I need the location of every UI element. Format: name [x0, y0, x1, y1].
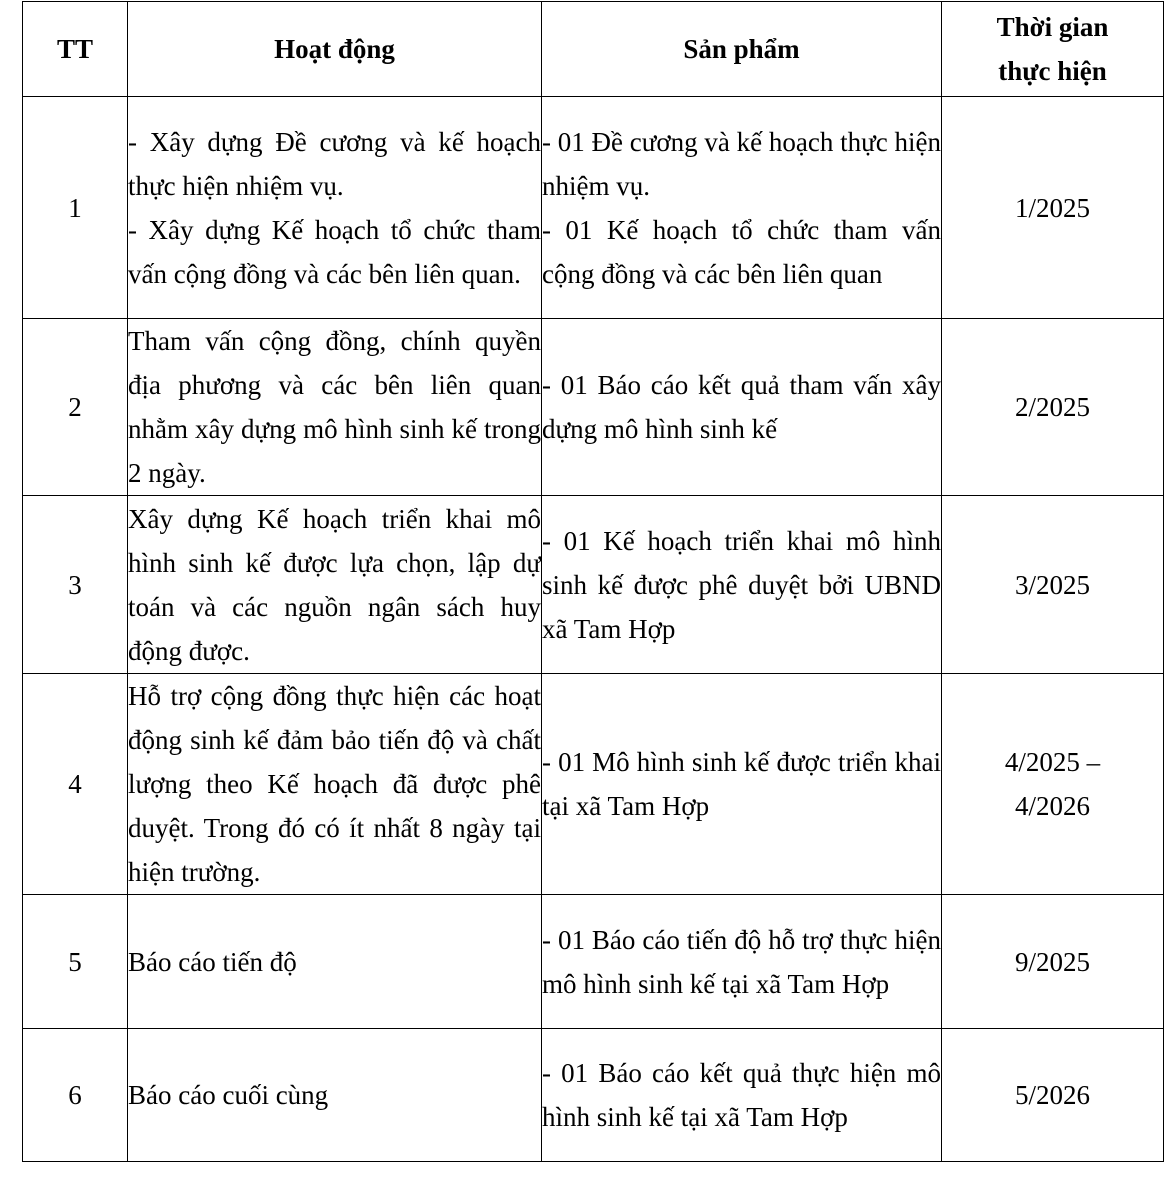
row-number: 6: [23, 1029, 128, 1162]
table-body: [23, 97, 1164, 1162]
time-cell: 9/2025: [942, 895, 1164, 1029]
table-row: [23, 496, 1164, 674]
product-text: - 01 Đề cương và kế hoạch thực hiện nhiệm vụ.: [542, 126, 941, 201]
product-cell: [542, 97, 942, 319]
product-cell: [542, 674, 942, 895]
product-cell: [542, 319, 942, 496]
time-cell: 2/2025: [942, 319, 1164, 496]
activity-cell: [128, 319, 542, 496]
table-row: [23, 319, 1164, 496]
product-cell: [542, 895, 942, 1029]
time-line-start: 4/2025 –: [1004, 747, 1101, 777]
table-header: [23, 2, 1164, 97]
table-row: [23, 1029, 1164, 1162]
product-text: - 01 Mô hình sinh kế được triển khai tại xã Tam Hợp: [542, 747, 941, 821]
product-text: - 01 Kế hoạch triển khai mô hình sinh kế được phê duyệt bởi UBND xã Tam Hợp: [542, 525, 941, 644]
product-text: - 01 Báo cáo kết quả thực hiện mô hình sinh kế tại xã Tam Hợp: [542, 1058, 941, 1132]
product-text: - 01 Báo cáo kết quả tham vấn xây dựng mô hình sinh kế: [542, 370, 941, 444]
row-number: 1: [23, 97, 128, 319]
activity-cell: [128, 895, 542, 1029]
header-tt: TT: [23, 2, 128, 97]
activity-text: Báo cáo cuối cùng: [128, 1080, 329, 1110]
row-number: 4: [23, 674, 128, 895]
activity-cell: [128, 1029, 542, 1162]
time-cell: 3/2025: [942, 496, 1164, 674]
header-time-line1: Thời gian: [996, 12, 1109, 42]
header-time-line2: thực hiện: [998, 56, 1107, 86]
product-text: - 01 Báo cáo tiến độ hỗ trợ thực hiện mô hình sinh kế tại xã Tam Hợp: [542, 924, 941, 999]
activity-cell: [128, 496, 542, 674]
activity-plan-table: [22, 1, 1164, 1162]
header-row: [23, 2, 1164, 97]
header-product: Sản phẩm: [542, 2, 942, 97]
row-number: 5: [23, 895, 128, 1029]
time-line-end: 4/2026: [1014, 791, 1090, 821]
time-cell: 1/2025: [942, 97, 1164, 319]
activity-text: Xây dựng Kế hoạch triển khai mô hình sinh kế được lựa chọn, lập dự toán và các nguồn ngân sách huy động được.: [128, 503, 541, 666]
time-cell: 5/2026: [942, 1029, 1164, 1162]
activity-text: Báo cáo tiến độ: [128, 946, 297, 977]
activity-cell: [128, 674, 542, 895]
header-time: [942, 2, 1164, 97]
row-number: 3: [23, 496, 128, 674]
activity-text: Tham vấn cộng đồng, chính quyền địa phương và các bên liên quan nhằm xây dựng mô hình sinh kế trong 2 ngày.: [128, 326, 541, 488]
product-cell: [542, 1029, 942, 1162]
time-cell: [942, 674, 1164, 895]
table-row: [23, 895, 1164, 1029]
activity-text: - Xây dựng Kế hoạch tổ chức tham vấn cộng đồng và các bên liên quan.: [128, 214, 541, 289]
product-cell: [542, 496, 942, 674]
row-number: 2: [23, 319, 128, 496]
product-text: - 01 Kế hoạch tổ chức tham vấn cộng đồng và các bên liên quan: [542, 214, 941, 289]
table-row: [23, 97, 1164, 319]
header-activity: Hoạt động: [128, 2, 542, 97]
activity-text: - Xây dựng Đề cương và kế hoạch thực hiện nhiệm vụ.: [128, 126, 541, 201]
table-row: [23, 674, 1164, 895]
activity-cell: [128, 97, 542, 319]
activity-text: Hỗ trợ cộng đồng thực hiện các hoạt động sinh kế đảm bảo tiến độ và chất lượng theo Kế hoạch đã được phê duyệt. Trong đó có ít nhất 8 ngày tại hiện trường.: [128, 681, 541, 887]
